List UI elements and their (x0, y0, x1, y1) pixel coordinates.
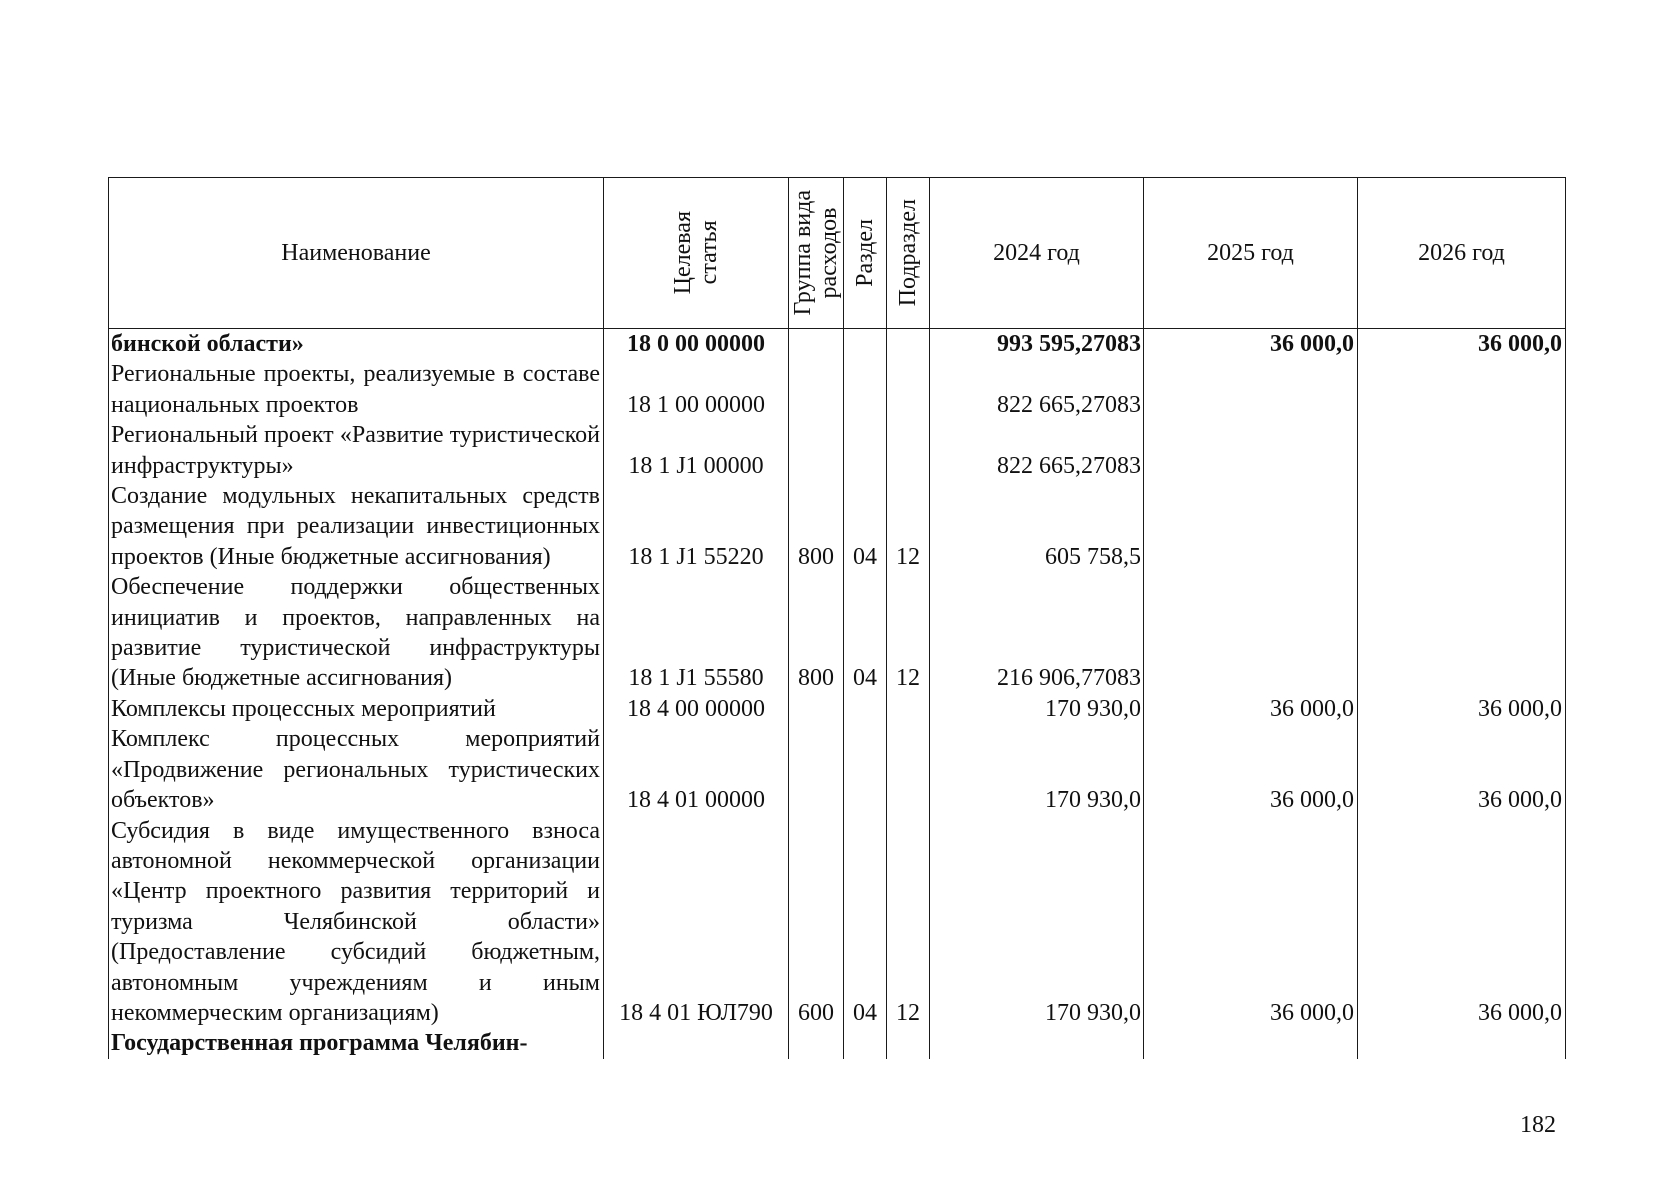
table-row (109, 572, 1566, 694)
row-2024 (930, 1028, 1144, 1058)
row-section: 04 (844, 572, 887, 694)
header-target-article-label: Целевая статья (670, 211, 722, 295)
table-row (109, 329, 1566, 360)
row-target-article: 18 1 J1 55220 (604, 481, 789, 572)
row-2026: 36 000,0 (1358, 694, 1566, 724)
header-subsection-label: Подраздел (895, 199, 921, 307)
header-year-2025: 2025 год (1144, 178, 1358, 329)
row-section (844, 359, 887, 420)
row-name: Создание модульных некапитальных средств размещения при реализации инвестиционных проектов (Иные бюджетные ассигнования) (109, 481, 604, 572)
row-target-article (604, 1028, 789, 1058)
header-expense-group (789, 178, 844, 329)
row-expense-group: 800 (789, 481, 844, 572)
row-name: Региональный проект «Развитие туристической инфраструктуры» (109, 420, 604, 481)
row-2026: 36 000,0 (1358, 329, 1566, 360)
row-section (844, 724, 887, 815)
row-name: Комплексы процессных мероприятий (109, 694, 604, 724)
row-expense-group (789, 724, 844, 815)
row-target-article: 18 4 01 ЮЛ790 (604, 816, 789, 1029)
table-header-row (109, 178, 1566, 329)
row-2024: 993 595,27083 (930, 329, 1144, 360)
row-2025 (1144, 481, 1358, 572)
row-subsection (887, 724, 930, 815)
row-name: Региональные проекты, реализуемые в составе национальных проектов (109, 359, 604, 420)
row-2026 (1358, 359, 1566, 420)
row-expense-group (789, 329, 844, 360)
table-row (109, 420, 1566, 481)
row-subsection: 12 (887, 816, 930, 1029)
row-2025 (1144, 420, 1358, 481)
row-target-article: 18 0 00 00000 (604, 329, 789, 360)
table-row (109, 694, 1566, 724)
header-year-2024: 2024 год (930, 178, 1144, 329)
header-section (844, 178, 887, 329)
row-2025: 36 000,0 (1144, 816, 1358, 1029)
row-subsection (887, 329, 930, 360)
row-target-article: 18 1 00 00000 (604, 359, 789, 420)
header-expense-group-label: Группа вида расходов (790, 190, 842, 316)
row-name: Комплекс процессных мероприятий «Продвижение региональных туристических объектов» (109, 724, 604, 815)
row-2024: 170 930,0 (930, 724, 1144, 815)
row-2024: 822 665,27083 (930, 420, 1144, 481)
row-section (844, 1028, 887, 1058)
row-2026: 36 000,0 (1358, 724, 1566, 815)
row-section (844, 420, 887, 481)
row-2025 (1144, 1028, 1358, 1058)
row-section: 04 (844, 816, 887, 1029)
row-section (844, 329, 887, 360)
row-2026 (1358, 572, 1566, 694)
row-name: Обеспечение поддержки общественных инициатив и проектов, направленных на развитие туристической инфраструктуры (Иные бюджетные ассигнования) (109, 572, 604, 694)
row-expense-group: 600 (789, 816, 844, 1029)
row-2024: 605 758,5 (930, 481, 1144, 572)
row-2025: 36 000,0 (1144, 329, 1358, 360)
row-expense-group: 800 (789, 572, 844, 694)
row-name: Государственная программа Челябин- (109, 1028, 604, 1058)
row-2024: 170 930,0 (930, 816, 1144, 1029)
row-expense-group (789, 420, 844, 481)
row-2024: 216 906,77083 (930, 572, 1144, 694)
row-subsection: 12 (887, 481, 930, 572)
row-2026 (1358, 481, 1566, 572)
row-section: 04 (844, 481, 887, 572)
row-2026: 36 000,0 (1358, 816, 1566, 1029)
row-section (844, 694, 887, 724)
table-row (109, 481, 1566, 572)
table-row (109, 816, 1566, 1029)
header-section-label: Раздел (852, 219, 878, 287)
row-2025: 36 000,0 (1144, 694, 1358, 724)
row-subsection (887, 1028, 930, 1058)
header-subsection (887, 178, 930, 329)
row-2026 (1358, 420, 1566, 481)
header-target-article (604, 178, 789, 329)
row-target-article: 18 4 00 00000 (604, 694, 789, 724)
row-2024: 170 930,0 (930, 694, 1144, 724)
row-name: бинской области» (109, 329, 604, 360)
row-expense-group (789, 694, 844, 724)
row-subsection: 12 (887, 572, 930, 694)
row-expense-group (789, 1028, 844, 1058)
row-subsection (887, 694, 930, 724)
row-2025: 36 000,0 (1144, 724, 1358, 815)
page-number: 182 (1520, 1112, 1556, 1138)
table-row (109, 359, 1566, 420)
row-target-article: 18 1 J1 00000 (604, 420, 789, 481)
row-expense-group (789, 359, 844, 420)
row-subsection (887, 420, 930, 481)
row-2024: 822 665,27083 (930, 359, 1144, 420)
row-2026 (1358, 1028, 1566, 1058)
table-row (109, 724, 1566, 815)
budget-table (108, 177, 1566, 1059)
header-year-2026: 2026 год (1358, 178, 1566, 329)
row-subsection (887, 359, 930, 420)
table-row (109, 1028, 1566, 1058)
row-2025 (1144, 572, 1358, 694)
row-target-article: 18 4 01 00000 (604, 724, 789, 815)
header-name: Наименование (109, 178, 604, 329)
row-2025 (1144, 359, 1358, 420)
row-target-article: 18 1 J1 55580 (604, 572, 789, 694)
row-name: Субсидия в виде имущественного взноса автономной некоммерческой организации «Центр проектного развития территорий и туризма Челябинской области» (Предоставление субсидий бюджетным, автономным учреждениям и иным некоммерческим организациям) (109, 816, 604, 1029)
